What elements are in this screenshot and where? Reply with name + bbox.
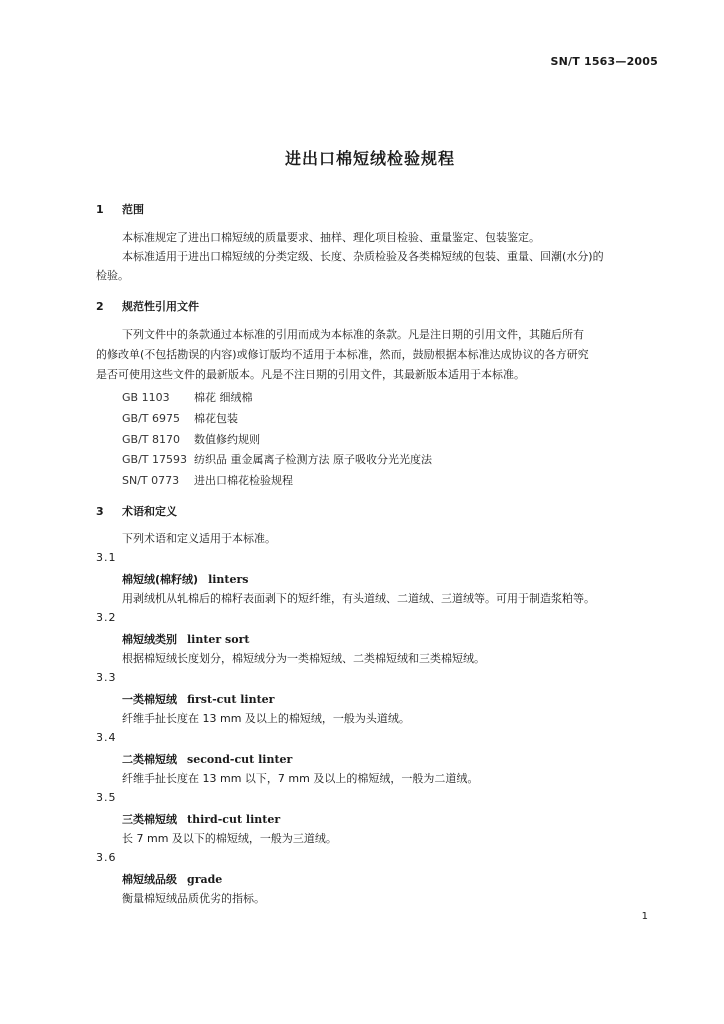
page-number: 1 xyxy=(641,911,648,922)
section-number: 2 xyxy=(96,300,104,313)
term-en: first-cut linter xyxy=(187,693,275,706)
term-number: 3.4 xyxy=(96,731,117,744)
section-2-heading xyxy=(96,298,199,314)
reference-item xyxy=(122,410,238,426)
term-en: linter sort xyxy=(187,633,250,646)
reference-title: 进出口棉花检验规程 xyxy=(194,474,293,487)
term-zh: 棉短绒(棉籽绒) xyxy=(122,573,199,586)
reference-item xyxy=(122,451,432,467)
term-name xyxy=(122,631,249,647)
reference-item xyxy=(122,389,253,405)
term-en: second-cut linter xyxy=(187,753,293,766)
document-title: 进出口棉短绒检验规程 xyxy=(284,149,455,168)
section-title: 术语和定义 xyxy=(122,505,177,518)
term-name xyxy=(122,751,292,767)
section-1-heading xyxy=(96,201,144,217)
term-definition: 纤维手扯长度在 13 mm 以下，7 mm 及以上的棉短绒，一般为二道绒。 xyxy=(122,772,479,785)
term-en: third-cut linter xyxy=(187,813,281,826)
term-en: grade xyxy=(187,873,223,886)
term-number: 3.5 xyxy=(96,791,117,804)
reference-code: GB 1103 xyxy=(122,391,170,404)
section-2-paragraph: 是否可使用这些文件的最新版本。凡是不注日期的引用文件，其最新版本适用于本标准。 xyxy=(96,368,525,381)
section-1-paragraph: 本标准规定了进出口棉短绒的质量要求、抽样、理化项目检验、重量鉴定、包装鉴定。 xyxy=(122,231,540,244)
term-zh: 棉短绒品级 xyxy=(122,873,177,886)
term-number: 3.6 xyxy=(96,851,117,864)
term-definition: 根据棉短绒长度划分，棉短绒分为一类棉短绒、二类棉短绒和三类棉短绒。 xyxy=(122,652,485,665)
term-zh: 一类棉短绒 xyxy=(122,693,177,706)
reference-code: SN/T 0773 xyxy=(122,474,180,487)
term-name xyxy=(122,811,280,827)
term-name xyxy=(122,871,222,887)
section-3-intro: 下列术语和定义适用于本标准。 xyxy=(122,532,276,545)
term-en: linters xyxy=(208,573,249,586)
reference-code: GB/T 8170 xyxy=(122,433,180,446)
term-definition: 长 7 mm 及以下的棉短绒，一般为三道绒。 xyxy=(122,832,337,845)
term-zh: 棉短绒类别 xyxy=(122,633,177,646)
term-zh: 三类棉短绒 xyxy=(122,813,177,826)
section-number: 3 xyxy=(96,505,104,518)
section-1-paragraph: 检验。 xyxy=(96,269,129,282)
reference-title: 数值修约规则 xyxy=(194,433,260,446)
term-zh: 二类棉短绒 xyxy=(122,753,177,766)
term-definition: 用剥绒机从轧棉后的棉籽表面剥下的短纤维，有头道绒、二道绒、三道绒等。可用于制造浆粕等。 xyxy=(122,592,595,605)
reference-title: 棉花 细绒棉 xyxy=(194,391,253,404)
section-number: 1 xyxy=(96,203,104,216)
reference-title: 棉花包装 xyxy=(194,412,238,425)
reference-item xyxy=(122,431,260,447)
term-definition: 衡量棉短绒品质优劣的指标。 xyxy=(122,892,265,905)
reference-item xyxy=(122,472,293,488)
section-3-heading xyxy=(96,503,177,519)
section-1-paragraph: 本标准适用于进出口棉短绒的分类定级、长度、杂质检验及各类棉短绒的包装、重量、回潮(水分)的 xyxy=(122,250,604,263)
term-number: 3.3 xyxy=(96,671,117,684)
reference-code: GB/T 6975 xyxy=(122,412,180,425)
term-definition: 纤维手扯长度在 13 mm 及以上的棉短绒，一般为头道绒。 xyxy=(122,712,410,725)
section-title: 范围 xyxy=(122,203,144,216)
standard-number: SN/T 1563—2005 xyxy=(550,55,658,68)
reference-code: GB/T 17593 xyxy=(122,453,187,466)
section-title: 规范性引用文件 xyxy=(122,300,199,313)
term-number: 3.2 xyxy=(96,611,117,624)
term-name xyxy=(122,691,274,707)
term-name xyxy=(122,571,249,587)
section-2-paragraph: 的修改单(不包括勘误的内容)或修订版均不适用于本标准，然而，鼓励根据本标准达成协议的各方研究 xyxy=(96,348,589,361)
reference-title: 纺织品 重金属离子检测方法 原子吸收分光光度法 xyxy=(194,453,432,466)
term-number: 3.1 xyxy=(96,551,117,564)
section-2-paragraph: 下列文件中的条款通过本标准的引用而成为本标准的条款。凡是注日期的引用文件，其随后所有 xyxy=(122,328,584,341)
